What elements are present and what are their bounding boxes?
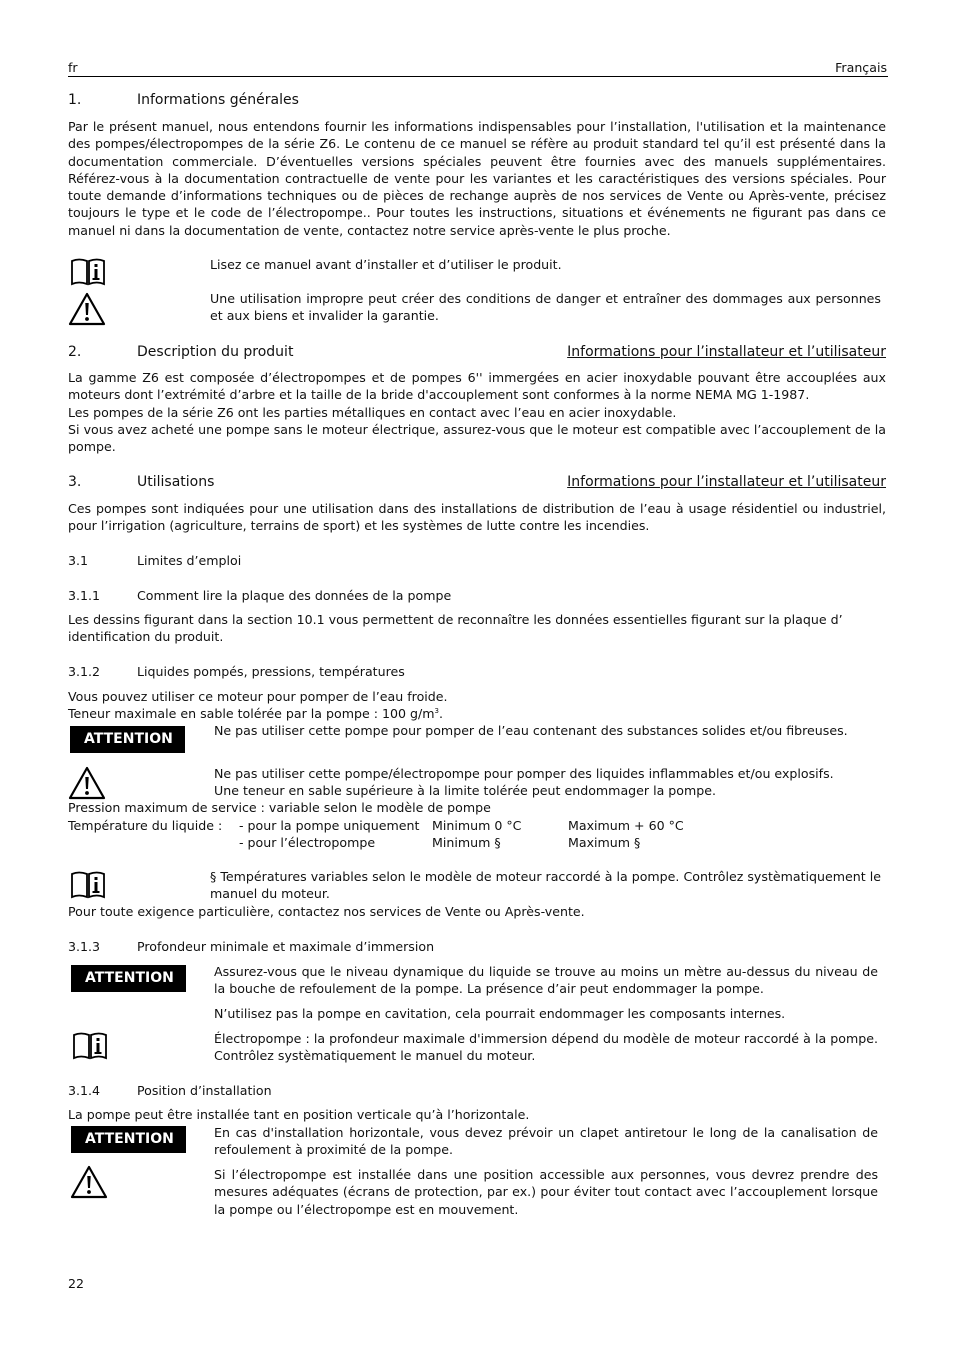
- manual-info-icon: [72, 1031, 108, 1061]
- temperature-label: Température du liquide :: [68, 818, 223, 833]
- note-read-manual: Lisez ce manuel avant d’installer et d’utiliser le produit.: [210, 257, 562, 272]
- section-title: Description du produit: [137, 344, 294, 360]
- section-number: 3.1: [68, 553, 89, 568]
- section-3-1-1-line-2: identification du produit.: [68, 629, 224, 644]
- header-lang-code: fr: [68, 60, 78, 75]
- section-3-1-1-line-1: Les dessins figurant dans la section 10.1 vous permettent de reconnaître les données essentielles figurant sur la plaque d’: [68, 612, 843, 627]
- temp-row-2-min: Minimum §: [432, 835, 501, 850]
- temp-row-1-item: - pour la pompe uniquement: [239, 818, 420, 833]
- section-number: 3.1.4: [68, 1083, 101, 1098]
- attention-text: Ne pas utiliser cette pompe pour pomper de l’eau contenant des substances solides et/ou fibreuses.: [214, 723, 848, 738]
- note-warning: Une utilisation impropre peut créer des conditions de danger et entraîner des dommages aux personnes et aux biens et invalider la garantie.: [210, 291, 881, 324]
- installation-line-1: La pompe peut être installée tant en position verticale qu’à l’horizontale.: [68, 1107, 530, 1122]
- warning-text-1: Ne pas utiliser cette pompe/électropompe pour pomper des liquides inflammables et/ou explosifs.: [214, 766, 834, 781]
- section-number: 3.1.1: [68, 588, 101, 603]
- section-title: Limites d’emploi: [137, 553, 242, 568]
- section-2-line-3: Si vous avez acheté une pompe sans le moteur électrique, assurez-vous que le moteur est compatible avec l’accouplement de la pompe.: [68, 422, 886, 455]
- section-number: 3.1.2: [68, 664, 101, 679]
- section-number: 3.1.3: [68, 939, 101, 954]
- manual-info-icon: [70, 257, 106, 287]
- temperature-note: § Températures variables selon le modèle de moteur raccordé à la pompe. Contrôlez systèmatiquement le manuel du moteur.: [210, 869, 881, 902]
- section-2-line-1: La gamme Z6 est composée d’électropompes et de pompes 6'' immergées en acier inoxydable pouvant être accouplées aux moteurs dont l’extrémité d’arbre et la taille de la bride d'accouplement sont conformes à la norme NEMA MG 1-1987.: [68, 370, 886, 403]
- immersion-text-2: N’utilisez pas la pompe en cavitation, cela pourrait endommager les composants internes.: [214, 1006, 786, 1021]
- section-title: Informations générales: [137, 92, 299, 108]
- installation-text-2: Si l’électropompe est installée dans une position accessible aux personnes, vous devrez prendre des mesures adéquates (écrans de protection, par ex.) pour éviter tout contact avec l’accouplement lorsque la pompe ou l’électropompe est en mouvement.: [214, 1167, 878, 1217]
- attention-label: ATTENTION: [71, 1126, 186, 1153]
- pressure-text: Pression maximum de service : variable selon le modèle de pompe: [68, 800, 491, 815]
- section-title: Position d’installation: [137, 1083, 272, 1098]
- manual-info-icon: [70, 870, 106, 900]
- section-title: Liquides pompés, pressions, températures: [137, 664, 405, 679]
- section-3-audience: Informations pour l’installateur et l’utilisateur: [567, 474, 886, 490]
- header-rule: [68, 76, 888, 77]
- section-title: Utilisations: [137, 474, 215, 490]
- warning-icon: [70, 1165, 108, 1199]
- section-3-1-2-line-1: Vous pouvez utiliser ce moteur pour pomper de l’eau froide.: [68, 689, 448, 704]
- temp-row-1-max: Maximum + 60 °C: [568, 818, 684, 833]
- immersion-text-3: Électropompe : la profondeur maximale d'immersion dépend du modèle de moteur raccordé à la pompe. Contrôlez systèmatiquement le manuel du moteur.: [214, 1031, 878, 1064]
- section-1-body: Par le présent manuel, nous entendons fournir les informations indispensables pour l’installation, l'utilisation et la maintenance des pompes/électropompes de la série Z6. Le contenu de ce manuel se réfère au produit standard tel qu’il est présenté dans la documentation commerciale. D’éventuelles versions spéciales peuvent être fournies avec des manuels supplémentaires. Référez-vous à la documentation contractuelle de vente pour les variantes et les caractéristiques des versions spéciales. Pour toute demande d’informations techniques ou de pièces de rechange auprès de nos services de Vente ou Après-vente, précisez toujours le type et le code de l’électropompe.. Pour toutes les instructions, situations et événements ne figurant pas dans ce manuel ni dans la documentation de vente, contactez notre service après-vente le plus proche.: [68, 119, 886, 238]
- temp-row-2-max: Maximum §: [568, 835, 641, 850]
- section-3-body: Ces pompes sont indiquées pour une utilisation dans des installations de distribution de l’eau à usage résidentiel ou industriel, pour l’irrigation (agriculture, terrains de sport) et les systèmes de lutte contre les incendies.: [68, 501, 886, 534]
- page-number: 22: [68, 1276, 85, 1291]
- attention-label: ATTENTION: [70, 726, 185, 753]
- attention-label: ATTENTION: [71, 965, 186, 992]
- warning-text-2: Une teneur en sable supérieure à la limite tolérée peut endommager la pompe.: [214, 783, 717, 798]
- section-title: Profondeur minimale et maximale d’immersion: [137, 939, 435, 954]
- section-number: 1.: [68, 92, 82, 108]
- sand-limit-end: .: [439, 706, 444, 721]
- warning-icon: [68, 292, 106, 326]
- temp-row-2-item: - pour l’électropompe: [239, 835, 376, 850]
- header-language: Français: [835, 60, 887, 75]
- section-2-line-2: Les pompes de la série Z6 ont les parties métalliques en contact avec l’eau en acier inoxydable.: [68, 405, 677, 420]
- section-number: 3.: [68, 474, 82, 490]
- sand-limit-text: Teneur maximale en sable tolérée par la pompe : 100 g/m: [68, 706, 435, 721]
- sand-limit-superscript: 3: [434, 706, 439, 715]
- immersion-text-1: Assurez-vous que le niveau dynamique du liquide se trouve au moins un mètre au-dessus du niveau de la bouche de refoulement de la pompe. La présence d’air peut endommager la pompe.: [214, 964, 878, 997]
- section-2-audience: Informations pour l’installateur et l’utilisateur: [567, 344, 886, 360]
- contact-text: Pour toute exigence particulière, contactez nos services de Vente ou Après-vente.: [68, 904, 585, 919]
- section-title: Comment lire la plaque des données de la pompe: [137, 588, 452, 603]
- temp-row-1-min: Minimum 0 °C: [432, 818, 522, 833]
- section-number: 2.: [68, 344, 82, 360]
- section-3-1-2-line-2: [68, 705, 443, 722]
- warning-icon: [68, 766, 106, 800]
- installation-text-1: En cas d'installation horizontale, vous devez prévoir un clapet antiretour le long de la canalisation de refoulement à proximité de la pompe.: [214, 1125, 878, 1158]
